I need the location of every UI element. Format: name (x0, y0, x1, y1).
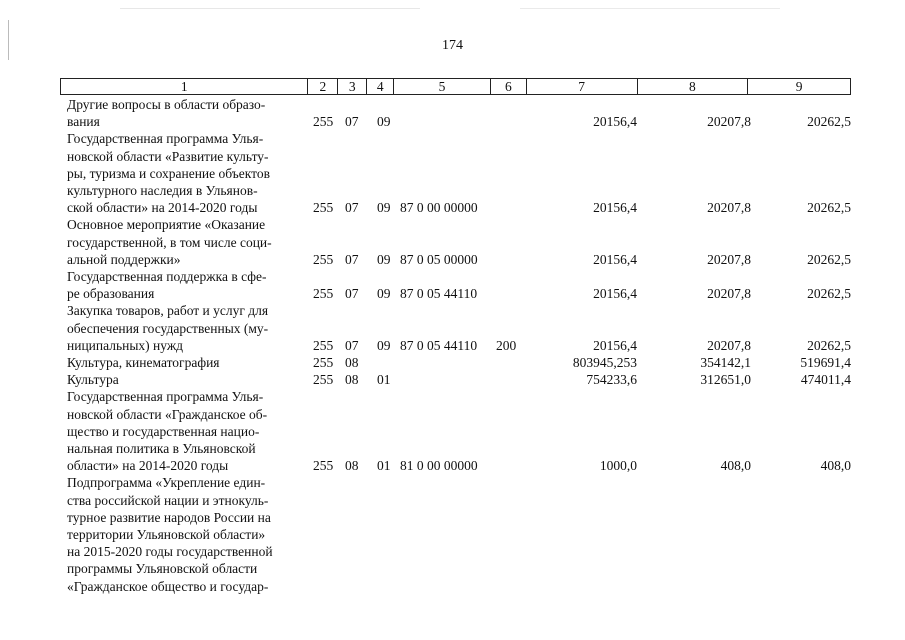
row-description-line: Государственная программа Улья- (67, 389, 264, 405)
cell-c5: 87 0 00 00000 (400, 200, 478, 216)
cell-c5: 87 0 05 00000 (400, 251, 478, 267)
row-description-line: нальная политика в Ульяновской (67, 441, 256, 456)
row-description-line: Государственная программа Улья- (67, 131, 264, 147)
cell-c4: 09 (377, 251, 391, 267)
row-description (67, 474, 303, 594)
cell-c4: 09 (377, 286, 391, 302)
row-description-line: ства российской нации и этнокуль- (67, 492, 269, 508)
row-description-line: на 2015-2020 годы государственной (67, 544, 273, 560)
table-row (0, 130, 905, 216)
table-row (0, 388, 905, 474)
column-header-9: 9 (795, 79, 803, 94)
row-description-line: «Гражданское общество и государ- (67, 578, 269, 594)
cell-c4: 01 (377, 372, 391, 388)
cell-c4: 09 (377, 114, 391, 130)
column-header-3: 3 (338, 79, 367, 94)
cell-c9: 20262,5 (807, 251, 851, 267)
cell-c4: 09 (377, 337, 391, 353)
cell-c4: 09 (377, 200, 391, 216)
row-description-line: Государственная поддержка в сфе- (67, 269, 267, 284)
cell-c2: 255 (313, 372, 334, 388)
cell-c7: 20156,4 (593, 200, 637, 216)
row-description-line: Другие вопросы в области образо- (67, 97, 266, 112)
cell-c7: 754233,6 (586, 372, 637, 388)
table-row (0, 216, 905, 268)
cell-c3: 07 (345, 337, 359, 353)
cell-c7: 20156,4 (593, 286, 637, 302)
scan-artifact (8, 20, 9, 60)
row-description-line: новской области «Гражданское об- (67, 406, 268, 422)
cell-c2: 255 (313, 286, 334, 302)
row-description-line: новской области «Развитие культу- (67, 148, 269, 164)
cell-c5: 81 0 00 00000 (400, 458, 478, 474)
row-description-line: ре образования (67, 286, 155, 302)
cell-c3: 07 (345, 251, 359, 267)
column-header-8: 8 (638, 79, 749, 94)
cell-c7: 1000,0 (599, 458, 637, 474)
cell-c8: 408,0 (720, 458, 751, 474)
row-description-line: альной поддержки» (67, 251, 181, 267)
row-description-line: программы Ульяновской области (67, 561, 258, 577)
row-description-line: ской области» на 2014-2020 годы (67, 200, 258, 216)
cell-c2: 255 (313, 200, 334, 216)
cell-c8: 20207,8 (707, 251, 751, 267)
row-description (67, 216, 303, 268)
table-row (0, 96, 905, 130)
cell-c3: 07 (345, 114, 359, 130)
row-description-line: ниципальных) нужд (67, 337, 184, 353)
cell-c9: 20262,5 (807, 200, 851, 216)
row-description-line: государственной, в том числе соци- (67, 234, 272, 250)
table-row (0, 371, 905, 388)
cell-c2: 255 (313, 251, 334, 267)
cell-c5: 87 0 05 44110 (400, 286, 478, 302)
cell-c9: 20262,5 (807, 286, 851, 302)
row-description-line: Культура, кинематография (67, 355, 220, 370)
cell-c8: 20207,8 (707, 200, 751, 216)
column-header-2: 2 (308, 79, 338, 94)
column-header-4: 4 (367, 79, 394, 94)
row-description (67, 354, 303, 371)
row-description-line: территории Ульяновской области» (67, 527, 266, 542)
cell-c9: 474011,4 (800, 372, 851, 388)
cell-c8: 20207,8 (707, 114, 751, 130)
cell-c8: 312651,0 (700, 372, 751, 388)
row-description (67, 96, 303, 130)
cell-c7: 20156,4 (593, 114, 637, 130)
cell-c9: 519691,4 (800, 355, 851, 370)
cell-c6: 200 (496, 337, 517, 353)
cell-c8: 354142,1 (700, 355, 751, 370)
row-description-line: ры, туризма и сохранение объектов (67, 165, 270, 181)
row-description-line: Закупка товаров, работ и услуг для (67, 303, 269, 319)
cell-c9: 408,0 (820, 458, 851, 474)
row-description (67, 268, 303, 302)
row-description-line: Культура (67, 372, 119, 388)
cell-c3: 08 (345, 372, 359, 388)
cell-c3: 07 (345, 286, 359, 302)
row-description-line: области» на 2014-2020 годы (67, 458, 229, 474)
cell-c7: 803945,253 (572, 355, 637, 370)
row-description (67, 388, 303, 474)
table-row (0, 302, 905, 354)
row-description-line: Основное мероприятие «Оказание (67, 217, 266, 233)
cell-c9: 20262,5 (807, 337, 851, 353)
page-number: 174 (442, 38, 463, 53)
cell-c2: 255 (313, 355, 334, 370)
cell-c8: 20207,8 (707, 337, 751, 353)
cell-c3: 07 (345, 200, 359, 216)
cell-c2: 255 (313, 337, 334, 353)
table-row (0, 354, 905, 371)
cell-c9: 20262,5 (807, 114, 851, 130)
table-row (0, 268, 905, 302)
cell-c8: 20207,8 (707, 286, 751, 302)
cell-c2: 255 (313, 114, 334, 130)
cell-c5: 87 0 05 44110 (400, 337, 478, 353)
scan-artifact (520, 8, 780, 9)
column-header-7: 7 (527, 79, 638, 94)
cell-c2: 255 (313, 458, 334, 474)
table-row (0, 474, 905, 594)
row-description-line: Подпрограмма «Укрепление един- (67, 475, 266, 491)
table-column-header (60, 78, 851, 95)
column-header-1: 1 (61, 79, 308, 94)
row-description-line: турное развитие народов России на (67, 509, 271, 525)
row-description-line: обеспечения государственных (му- (67, 320, 269, 336)
row-description-line: вания (67, 114, 100, 130)
scan-artifact (120, 8, 420, 9)
row-description-line: щество и государственная нацио- (67, 423, 260, 439)
row-description-line: культурного наследия в Ульянов- (67, 183, 258, 198)
row-description (67, 130, 303, 216)
column-header-6: 6 (491, 79, 527, 94)
row-description (67, 302, 303, 354)
cell-c3: 08 (345, 355, 359, 370)
cell-c7: 20156,4 (593, 251, 637, 267)
cell-c4: 01 (377, 458, 391, 474)
column-header-5: 5 (394, 79, 491, 94)
cell-c7: 20156,4 (593, 337, 637, 353)
row-description (67, 371, 303, 388)
cell-c3: 08 (345, 458, 359, 474)
